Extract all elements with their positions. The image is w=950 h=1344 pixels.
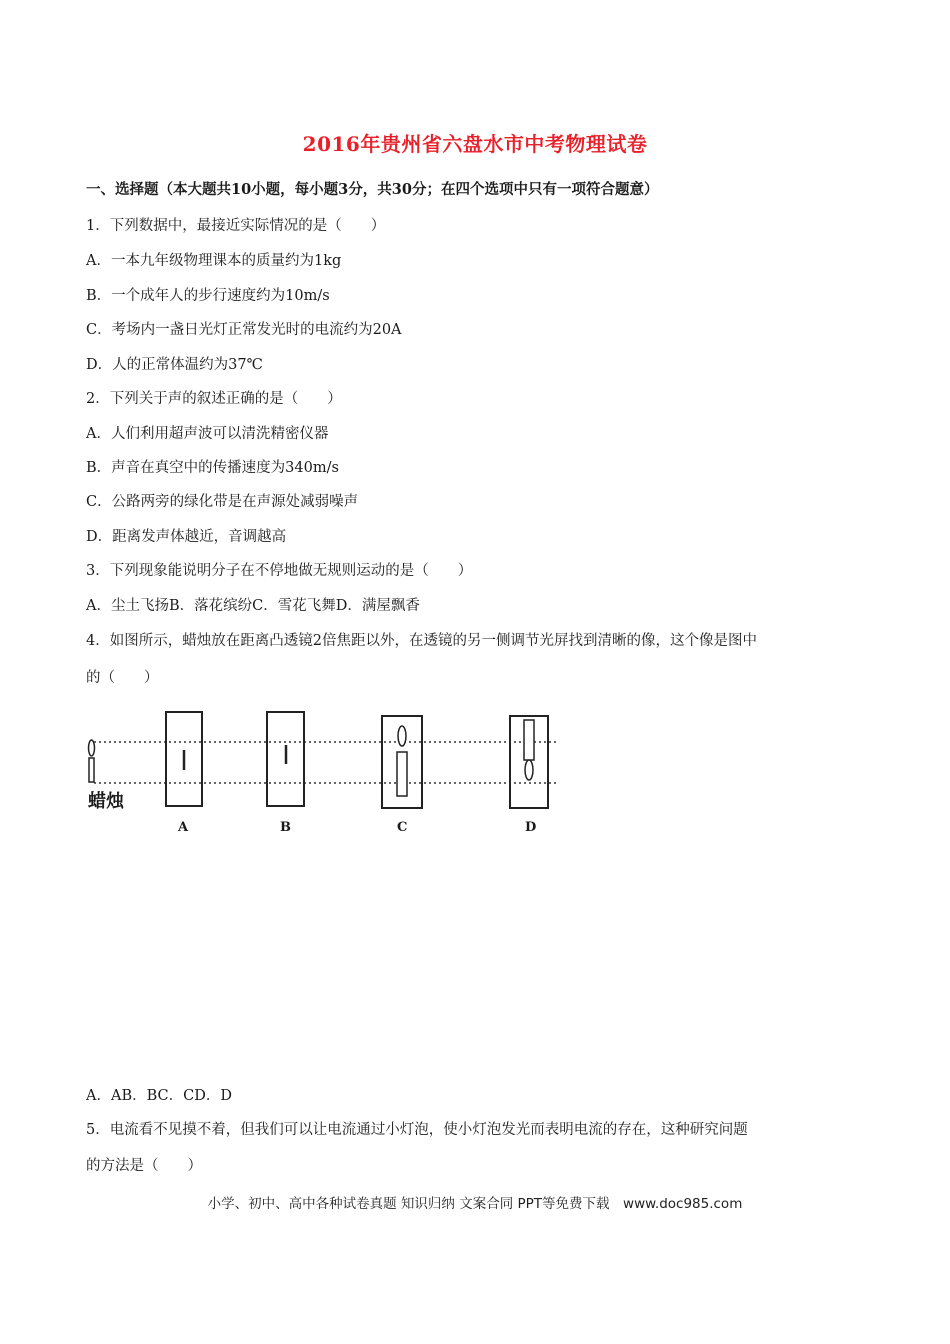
question-3: 3．下列现象能说明分子在不停地做无规则运动的是（ ） [86, 563, 473, 579]
q2-option-d: D．距离发声体越近，音调越高 [86, 529, 287, 545]
question-1: 1．下列数据中，最接近实际情况的是（ ） [86, 218, 386, 234]
page-title: 2016年贵州省六盘水市中考物理试卷 [302, 132, 648, 156]
page-footer: 小学、初中、高中各种试卷真题 知识归纳 文案合同 PPT等免费下载 www.doc985.com [207, 1196, 743, 1212]
q2-option-b: B．声音在真空中的传播速度为340m/s [86, 460, 339, 476]
candle-label: 蜡烛 [88, 791, 124, 812]
question-4: 4．如图所示，蜡烛放在距离凸透镜2倍焦距以外，在透镜的另一侧调节光屏找到清晰的像，这个像是图中 [86, 633, 757, 649]
screen-a [166, 712, 202, 806]
q4-options: A．AB．BC．CD．D [86, 1088, 232, 1104]
q2-option-a: A．人们利用超声波可以清洗精密仪器 [86, 426, 329, 442]
question-4-cont: 的（ ） [86, 670, 159, 686]
section-heading: 一、选择题（本大题共10小题，每小题3分，共30分；在四个选项中只有一项符合题意） [86, 181, 659, 198]
question-2: 2．下列关于声的叙述正确的是（ ） [86, 391, 342, 407]
q1-option-c: C．考场内一盏日光灯正常发光时的电流约为20A [86, 322, 402, 338]
question-5-cont: 的方法是（ ） [86, 1158, 202, 1174]
q2-option-c: C．公路两旁的绿化带是在声源处减弱噪声 [86, 494, 359, 510]
lens-image-figure [86, 700, 566, 840]
q1-option-d: D．人的正常体温约为37℃ [86, 357, 263, 373]
screen-c [382, 716, 422, 808]
q1-option-b: B．一个成年人的步行速度约为10m/s [86, 288, 330, 304]
q3-options: A．尘土飞扬B．落花缤纷C．雪花飞舞D．满屋飘香 [86, 598, 420, 614]
option-label-c: C [397, 820, 408, 835]
option-label-b: B [280, 820, 291, 835]
candle-icon [89, 740, 95, 782]
question-5: 5．电流看不见摸不着，但我们可以让电流通过小灯泡，使小灯泡发光而表明电流的存在，这种研究问题 [86, 1122, 748, 1138]
screen-d [510, 716, 548, 808]
screen-b [267, 712, 304, 806]
option-label-d: D [525, 820, 537, 835]
option-label-a: A [178, 820, 189, 835]
q1-option-a: A．一本九年级物理课本的质量约为1kg [86, 253, 342, 269]
